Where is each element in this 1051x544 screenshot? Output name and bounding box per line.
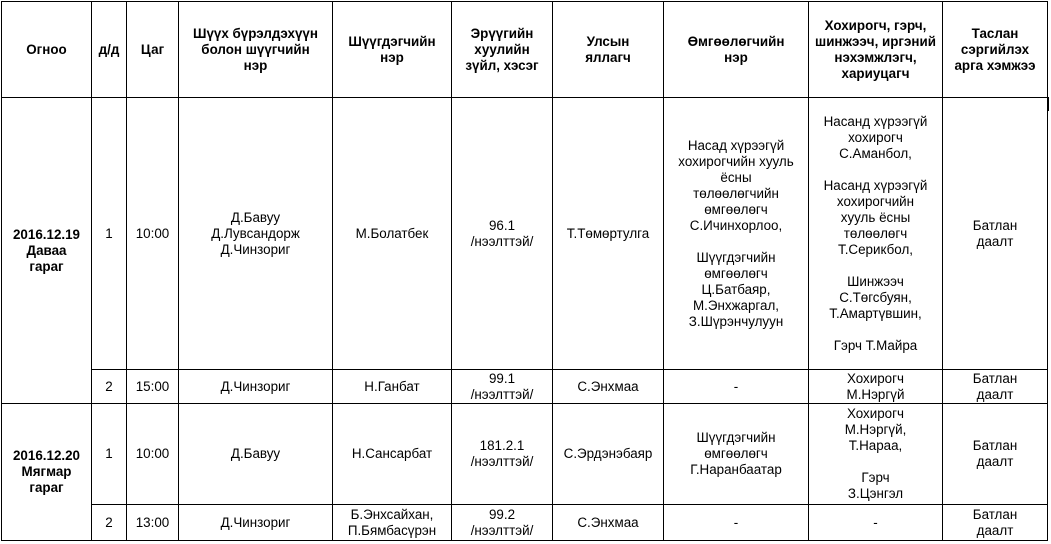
- measure-cell: Батлан даалт: [943, 370, 1048, 404]
- time-cell: 10:00: [127, 98, 179, 370]
- victims-cell: Хохирогч М.Нэргүй, Т.Нараа, Гэрч З.Цэнгэл: [809, 404, 943, 505]
- judges-cell: Д.Чинзориг: [179, 505, 333, 541]
- text-cursor: [1048, 97, 1049, 111]
- header-article: Эрүүгийн хуулийн зүйл, хэсэг: [452, 2, 553, 98]
- header-time: Цаг: [127, 2, 179, 98]
- header-number: д/д: [92, 2, 127, 98]
- lawyer-cell: Шүүгдэгчийн өмгөөлөгч Г.Наранбаатар: [664, 404, 809, 505]
- header-judges: Шүүх бүрэлдэхүүн болон шүүгчийн нэр: [179, 2, 333, 98]
- time-cell: 13:00: [127, 505, 179, 541]
- lawyer-cell: Насад хүрээгүй хохирогчийн хууль ёсны төлөөлөгчийн өмгөөлөгч С.Ичинхорлоо, Шүүгдэгчийн өмгөөлөгч Ц.Батбаяр, М.Энхжаргал, З.Шүрэнчулуун: [664, 98, 809, 370]
- measure-cell: Батлан даалт: [943, 404, 1048, 505]
- article-cell: 99.1 /нээлттэй/: [452, 370, 553, 404]
- table-row: [2, 98, 1048, 370]
- prosecutor-cell: С.Энхмаа: [553, 370, 664, 404]
- time-cell: 10:00: [127, 404, 179, 505]
- table-row: [2, 404, 1048, 505]
- judges-cell: Д.Чинзориг: [179, 370, 333, 404]
- measure-cell: Батлан даалт: [943, 505, 1048, 541]
- prosecutor-cell: С.Энхмаа: [553, 505, 664, 541]
- defendant-cell: М.Болатбек: [333, 98, 452, 370]
- measure-cell: Батлан даалт: [943, 98, 1048, 370]
- header-victims: Хохирогч, гэрч, шинжээч, иргэний нэхэмжлэгч, хариуцагч: [809, 2, 943, 98]
- defendant-cell: Б.Энхсайхан, П.Бямбасүрэн: [333, 505, 452, 541]
- article-cell: 99.2 /нээлттэй/: [452, 505, 553, 541]
- article-cell: 96.1 /нээлттэй/: [452, 98, 553, 370]
- judges-cell: Д.Бавуу: [179, 404, 333, 505]
- header-defendant: Шүүгдэгчийн нэр: [333, 2, 452, 98]
- header-measure: Таслан сэргийлэх арга хэмжээ: [943, 2, 1048, 98]
- article-cell: 181.2.1 /нээлттэй/: [452, 404, 553, 505]
- defendant-cell: Н.Ганбат: [333, 370, 452, 404]
- date-cell: 2016.12.19 Даваа гараг: [2, 98, 92, 404]
- victims-cell: Хохирогч М.Нэргүй: [809, 370, 943, 404]
- time-cell: 15:00: [127, 370, 179, 404]
- header-lawyer: Өмгөөлөгчийн нэр: [664, 2, 809, 98]
- prosecutor-cell: С.Эрдэнэбаяр: [553, 404, 664, 505]
- lawyer-cell: -: [664, 370, 809, 404]
- row-number: 2: [92, 370, 127, 404]
- table-row: [2, 370, 1048, 404]
- date-cell: 2016.12.20 Мягмар гараг: [2, 404, 92, 541]
- row-number: 1: [92, 404, 127, 505]
- victims-cell: -: [809, 505, 943, 541]
- row-number: 1: [92, 98, 127, 370]
- header-date: Огноо: [2, 2, 92, 98]
- court-schedule-table: [1, 1, 1048, 541]
- header-prosecutor: Улсын яллагч: [553, 2, 664, 98]
- victims-cell: Насанд хүрээгүй хохирогч С.Аманбол, Насанд хүрээгүй хохирогчийн хууль ёсны төлөөлөгч Т.Серикбол, Шинжээч С.Төгсбуян, Т.Амартүвшин, Гэрч Т.Майра: [809, 98, 943, 370]
- header-row: [2, 2, 1048, 98]
- table-row: [2, 505, 1048, 541]
- row-number: 2: [92, 505, 127, 541]
- judges-cell: Д.Бавуу Д.Лувсандорж Д.Чинзориг: [179, 98, 333, 370]
- defendant-cell: Н.Сансарбат: [333, 404, 452, 505]
- lawyer-cell: -: [664, 505, 809, 541]
- prosecutor-cell: Т.Төмөртулга: [553, 98, 664, 370]
